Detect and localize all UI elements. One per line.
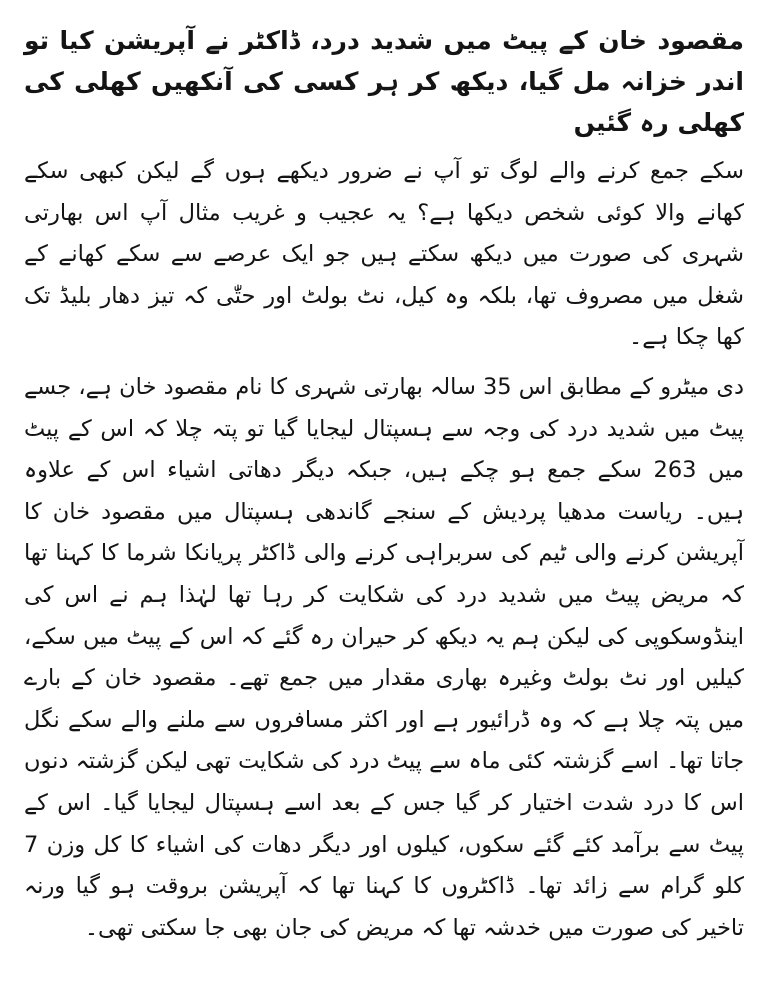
- article-headline: مقصود خان کے پیٹ میں شدید درد، ڈاکٹر نے آپریشن کیا تو اندر خزانہ مل گیا، دیکھ کر ہر کسی کی آنکھیں کھلی کی کھلی رہ گئیں: [24, 26, 744, 137]
- article-paragraph-2: دی میٹرو کے مطابق اس 35 سالہ بھارتی شہری کا نام مقصود خان ہے، جسے پیٹ میں شدید درد کی وجہ سے ہسپتال لیجایا گیا تو پتہ چلا کہ اس کے پیٹ میں 263 سکے جمع ہو چکے ہیں، جبکہ دیگر دھاتی اشیاء اس کے علاوہ ہیں۔ ریاست مدھیا پردیش کے سنجے گاندھی ہسپتال میں مقصود خان کا آپریشن کرنے والی ٹیم کی سربراہی کرنے والی ڈاکٹر پریانکا شرما کا کہنا تھا کہ مریض پیٹ میں شدید درد کی شکایت کر رہا تھا لہٰذا ہم نے اس کی اینڈوسکوپی کی لیکن ہم یہ دیکھ کر حیران رہ گئے کہ اس کے پیٹ میں سکے، کیلیں اور نٹ بولٹ وغیرہ بھاری مقدار میں جمع تھے۔ مقصود خان کے بارے میں پتہ چلا ہے کہ وہ ڈرائیور ہے اور اکثر مسافروں سے ملنے والے سکے نگل جاتا تھا۔ اسے گزشتہ کئی ماہ سے پیٹ درد کی شکایت تھی لیکن گزشتہ دنوں اس کا درد شدت اختیار کر گیا جس کے بعد اسے ہسپتال لیجایا گیا۔ اس کے پیٹ سے برآمد کئے گئے سکوں، کیلوں اور دیگر دھات کی اشیاء کا کل وزن 7 کلو گرام سے زائد تھا۔ ڈاکٹروں کا کہنا تھا کہ آپریشن بروقت ہو گیا ورنہ تاخیر کی صورت میں خدشہ تھا کہ مریض کی جان بھی جا سکتی تھی۔: [24, 373, 744, 941]
- article-paragraph-1: سکے جمع کرنے والے لوگ تو آپ نے ضرور دیکھے ہوں گے لیکن کبھی سکے کھانے والا کوئی شخص دیکھا ہے؟ یہ عجیب و غریب مثال آپ اس بھارتی شہری کی صورت میں دیکھ سکتے ہیں جو ایک عرصے سے سکے کھانے کے شغل میں مصروف تھا، بلکہ وہ کیل، نٹ بولٹ اور حتّٰی کہ تیز دھار بلیڈ تک کھا چکا ہے۔: [24, 158, 744, 351]
